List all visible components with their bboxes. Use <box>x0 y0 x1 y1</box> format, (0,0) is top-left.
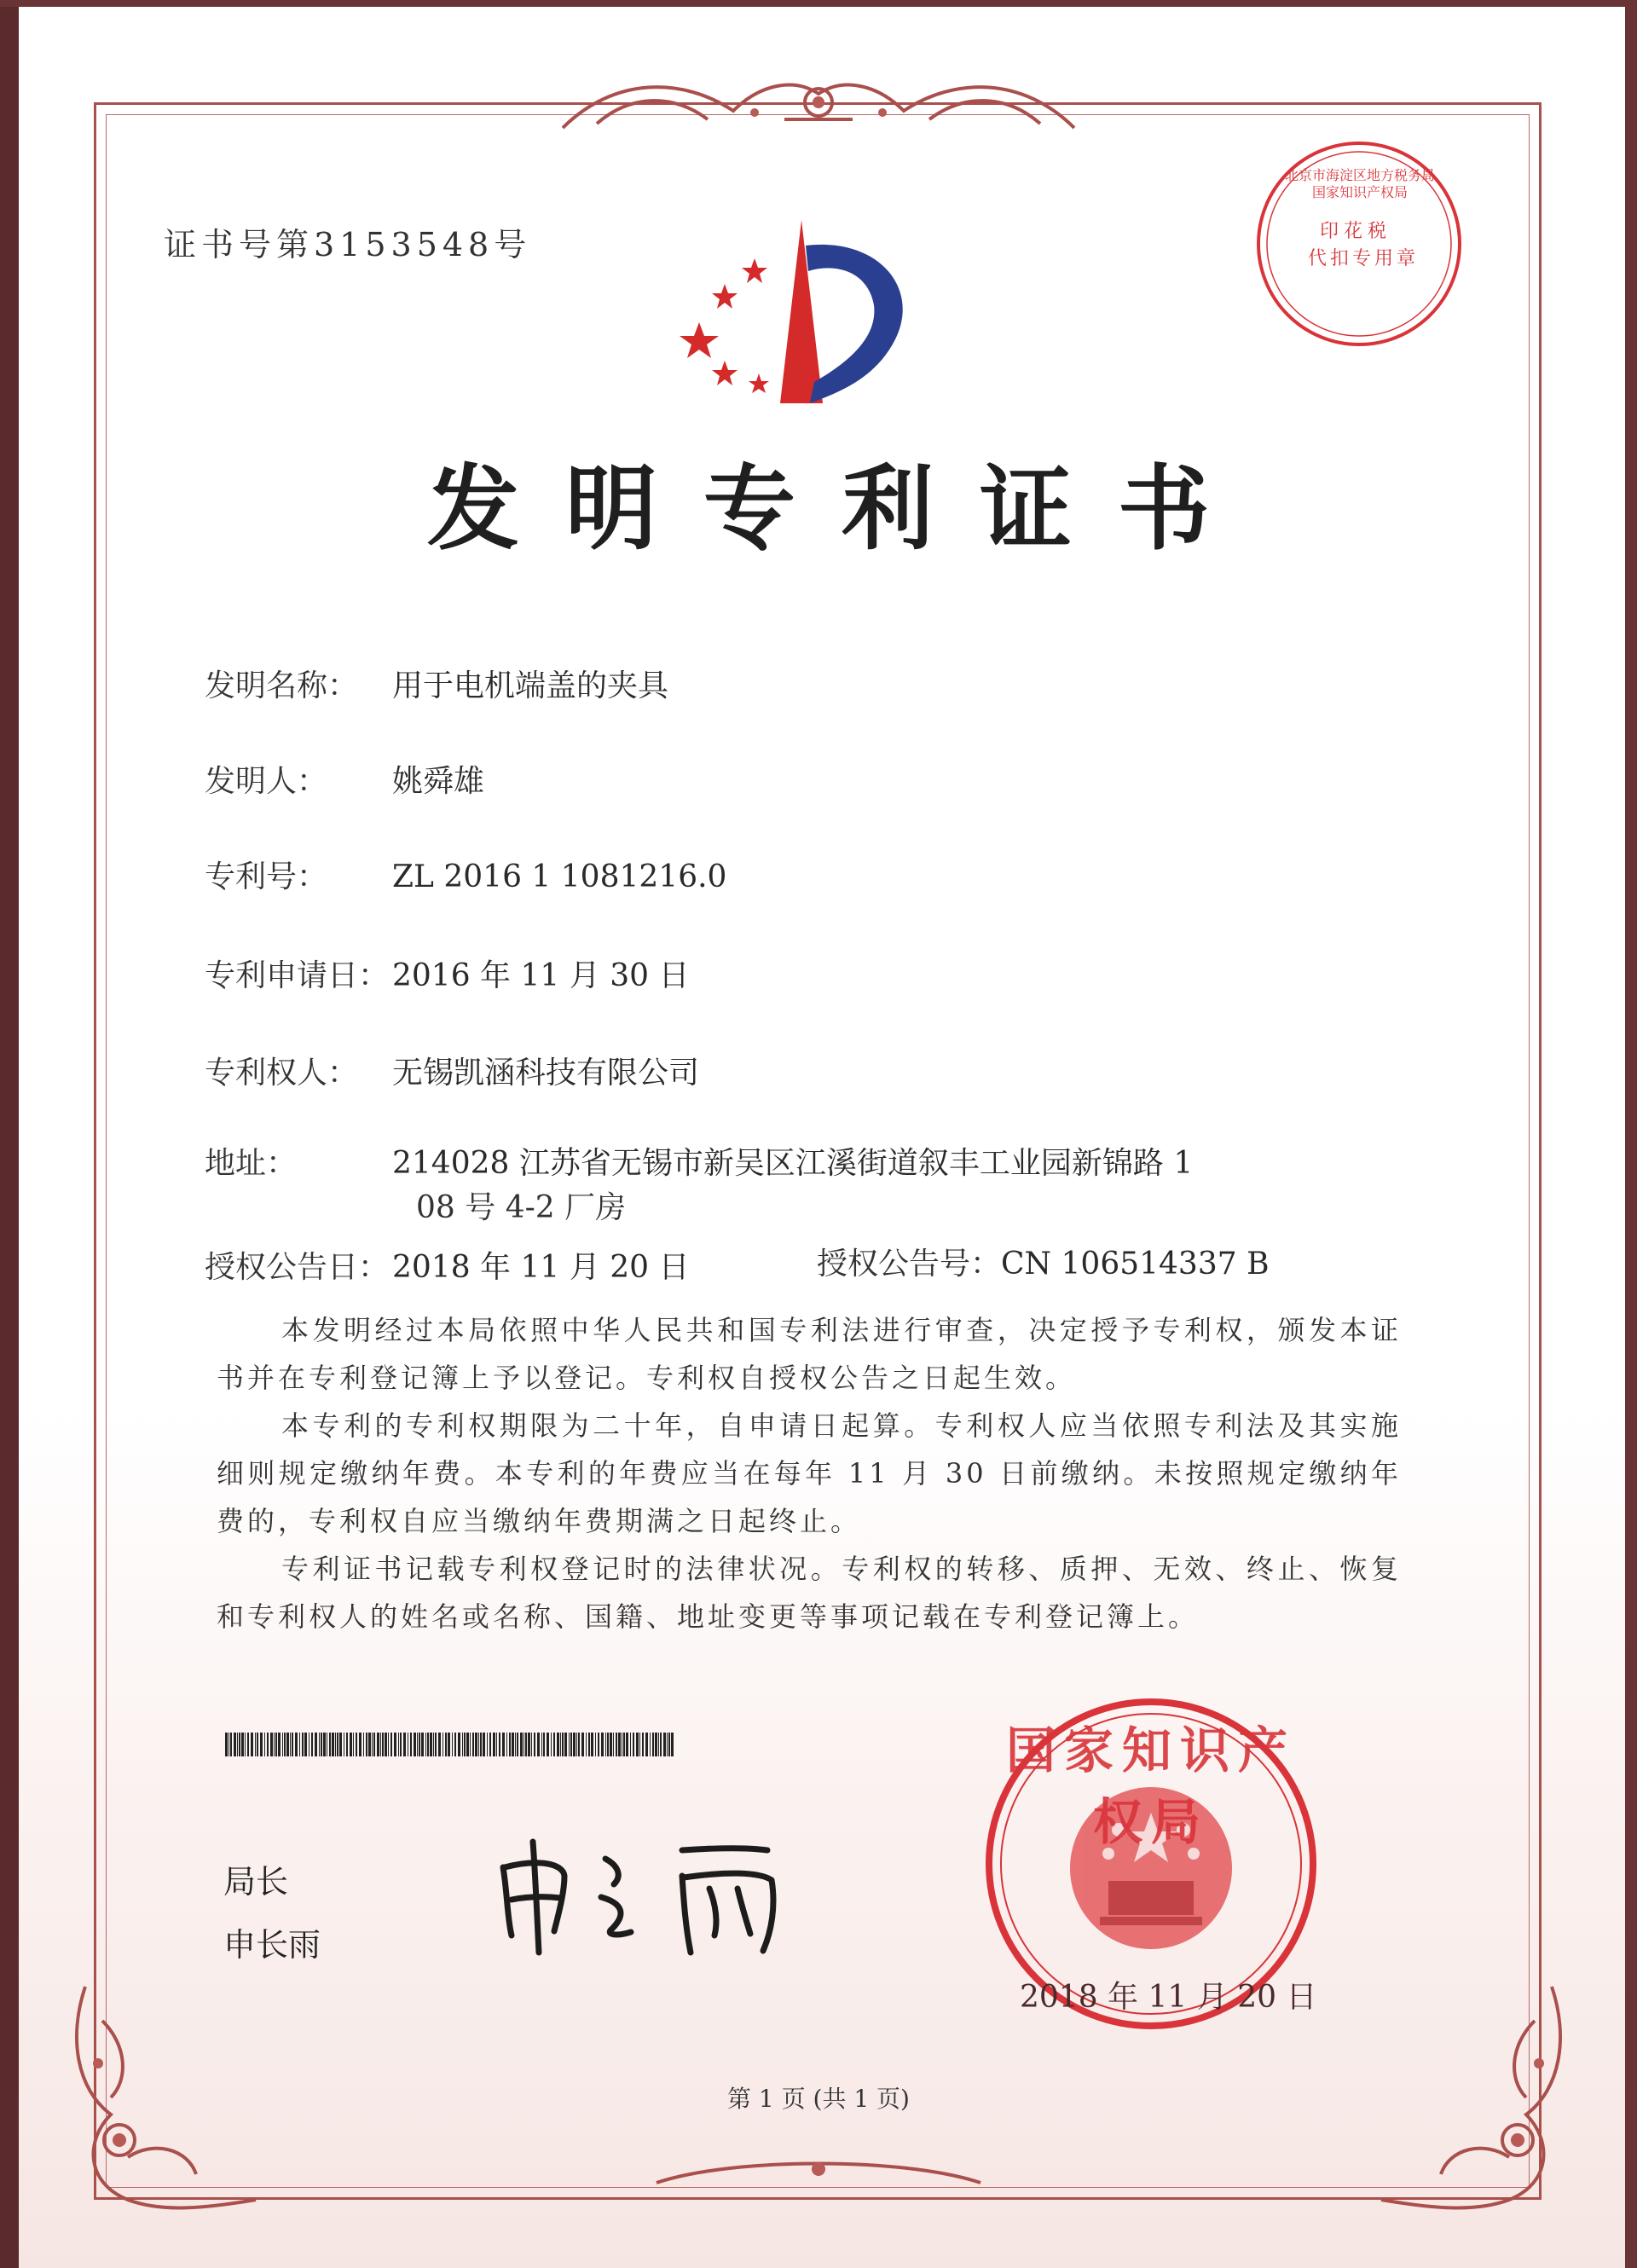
barcode-bar <box>286 1733 289 1756</box>
director-name: 申长雨 <box>223 1926 321 1964</box>
barcode-bar <box>588 1733 590 1756</box>
barcode-bar <box>433 1733 434 1756</box>
barcode-bar <box>478 1733 479 1756</box>
barcode-bar <box>573 1733 576 1756</box>
barcode-bar <box>578 1733 580 1756</box>
barcode-bar <box>660 1733 662 1756</box>
barcode-bar <box>417 1733 418 1756</box>
barcode-bar <box>515 1733 516 1756</box>
barcode-bar <box>489 1733 491 1756</box>
field-value: 214028 江苏省无锡市新吴区江溪街道叙丰工业园新锦路 1 <box>392 1146 1194 1181</box>
barcode-bar <box>595 1733 596 1756</box>
field-label: 专利号： <box>205 859 328 894</box>
field-value: 用于电机端盖的夹具 <box>392 668 669 703</box>
barcode-bar <box>337 1733 338 1756</box>
barcode-bar <box>257 1733 258 1756</box>
paragraph-2: 本专利的专利权期限为二十年，自申请日起算。专利权人应当依照专利法及其实施细则规定缴纳年费。本专利的年费应当在每年 11 月 30 日前缴纳。未按照规定缴纳年费的，专利权自应当缴纳年费期满之日起终止。 <box>217 1409 1402 1537</box>
barcode-bar <box>531 1733 532 1756</box>
barcode-bar <box>607 1733 609 1756</box>
barcode-bar <box>543 1733 545 1756</box>
barcode-bar <box>237 1733 238 1756</box>
barcode-bar <box>623 1733 625 1756</box>
barcode-bar <box>251 1733 253 1756</box>
field-inventor <box>205 757 484 801</box>
field-grant-date <box>205 1243 689 1287</box>
barcode-bar <box>394 1733 396 1756</box>
barcode-bar <box>425 1733 426 1756</box>
barcode-bar <box>493 1733 495 1756</box>
barcode-bar <box>427 1733 429 1756</box>
barcode-bar <box>410 1733 412 1756</box>
barcode-bar <box>601 1733 604 1756</box>
barcode-bar <box>569 1733 570 1756</box>
barcode-bar <box>350 1733 352 1756</box>
barcode-bar <box>525 1733 527 1756</box>
barcode-bar <box>570 1733 572 1756</box>
barcode-bar <box>462 1733 463 1756</box>
director-title: 局长 <box>223 1863 289 1901</box>
barcode-bar <box>284 1733 286 1756</box>
barcode-bar <box>445 1733 447 1756</box>
barcode-bar <box>454 1733 456 1756</box>
barcode-bar <box>506 1733 507 1756</box>
barcode-bar <box>356 1733 357 1756</box>
tax-stamp-line2: 代扣专用章 <box>1308 248 1420 269</box>
barcode-bar <box>377 1733 379 1756</box>
field-address <box>205 1139 1193 1183</box>
barcode-bar <box>610 1733 612 1756</box>
barcode-bar <box>421 1733 424 1756</box>
barcode-bar <box>541 1733 542 1756</box>
barcode-bar <box>547 1733 549 1756</box>
page-edge-left <box>0 0 19 2268</box>
tax-stamp-line1: 印花税 <box>1320 221 1392 242</box>
field-label: 发明人： <box>205 764 328 799</box>
barcode-bar <box>483 1733 485 1756</box>
barcode-bar <box>652 1733 654 1756</box>
barcode-bar <box>332 1733 334 1756</box>
paragraph-3: 专利证书记载专利权登记时的法律状况。专利权的转移、质押、无效、终止、恢复和专利权人的姓名或名称、国籍、地址变更等事项记载在专利登记簿上。 <box>217 1553 1402 1633</box>
barcode-bar <box>475 1733 477 1756</box>
barcode-bar <box>613 1733 614 1756</box>
barcode-bar <box>517 1733 518 1756</box>
barcode-bar <box>260 1733 263 1756</box>
field-label: 授权公告日： <box>205 1250 390 1285</box>
field-label: 授权公告号： <box>817 1247 1002 1282</box>
field-value: CN 106514337 B <box>1001 1247 1270 1282</box>
barcode-bar <box>605 1733 606 1756</box>
barcode-bar <box>633 1733 634 1756</box>
barcode-bar <box>385 1733 387 1756</box>
barcode-bar <box>464 1733 466 1756</box>
barcode-bar <box>368 1733 371 1756</box>
barcode-bar <box>520 1733 523 1756</box>
field-patentee <box>205 1049 699 1092</box>
barcode-bar <box>472 1733 474 1756</box>
patent-office-logo <box>674 211 929 416</box>
barcode-bar <box>557 1733 559 1756</box>
barcode-bar <box>382 1733 384 1756</box>
barcode <box>225 1733 675 1756</box>
barcode-bar <box>586 1733 587 1756</box>
barcode-bar <box>346 1733 348 1756</box>
certificate-number: 证书号第3153548号 <box>164 226 532 263</box>
barcode-bar <box>626 1733 628 1756</box>
barcode-bar <box>264 1733 265 1756</box>
barcode-bar <box>311 1733 313 1756</box>
barcode-bar <box>241 1733 244 1756</box>
barcode-bar <box>448 1733 450 1756</box>
barcode-bar <box>523 1733 524 1756</box>
barcode-bar <box>512 1733 514 1756</box>
barcode-bar <box>247 1733 249 1756</box>
paragraph-1: 本发明经过本局依照中华人民共和国专利法进行审查，决定授予专利权，颁发本证书并在专利登记簿上予以登记。专利权自授权公告之日起生效。 <box>217 1314 1402 1394</box>
barcode-bar <box>509 1733 511 1756</box>
field-value: 姚舜雄 <box>392 764 485 799</box>
barcode-bar <box>319 1733 320 1756</box>
barcode-bar <box>639 1733 640 1756</box>
barcode-bar <box>335 1733 336 1756</box>
field-filing-date <box>205 952 689 995</box>
barcode-bar <box>400 1733 402 1756</box>
barcode-bar <box>591 1733 593 1756</box>
barcode-bar <box>655 1733 657 1756</box>
field-patent-number <box>205 853 726 896</box>
barcode-bar <box>292 1733 293 1756</box>
field-grant-number <box>817 1240 1270 1283</box>
barcode-bar <box>278 1733 281 1756</box>
field-label: 专利权人： <box>205 1056 359 1091</box>
barcode-bar <box>239 1733 240 1756</box>
barcode-bar <box>282 1733 283 1756</box>
barcode-bar <box>668 1733 670 1756</box>
page-edge-top <box>0 0 1637 7</box>
barcode-bar <box>630 1733 631 1756</box>
barcode-bar <box>650 1733 651 1756</box>
barcode-bar <box>537 1733 540 1756</box>
barcode-bar <box>302 1733 304 1756</box>
barcode-bar <box>618 1733 621 1756</box>
field-value: ZL 2016 1 1081216.0 <box>392 859 727 894</box>
barcode-bar <box>270 1733 273 1756</box>
barcode-bar <box>438 1733 441 1756</box>
barcode-bar <box>388 1733 389 1756</box>
barcode-bar <box>230 1733 232 1756</box>
field-label: 专利申请日： <box>205 958 390 993</box>
barcode-bar <box>274 1733 275 1756</box>
barcode-bar <box>290 1733 291 1756</box>
barcode-bar <box>562 1733 564 1756</box>
barcode-bar <box>245 1733 246 1756</box>
barcode-bar <box>363 1733 364 1756</box>
barcode-bar <box>598 1733 599 1756</box>
barcode-bar <box>403 1733 406 1756</box>
barcode-bar <box>470 1733 471 1756</box>
barcode-bar <box>435 1733 437 1756</box>
top-ornament <box>546 60 1091 136</box>
barcode-bar <box>663 1733 666 1756</box>
field-invention-name <box>205 662 668 705</box>
barcode-bar <box>275 1733 277 1756</box>
barcode-bar <box>480 1733 482 1756</box>
field-value: 无锡凯涵科技有限公司 <box>392 1056 700 1091</box>
barcode-bar <box>323 1733 326 1756</box>
barcode-bar <box>658 1733 659 1756</box>
field-label: 地址： <box>205 1146 298 1181</box>
page-indicator: 第 1 页 (共 1 页) <box>727 2085 910 2113</box>
barcode-bar <box>560 1733 561 1756</box>
director-signature <box>486 1825 844 1961</box>
page-edge-right <box>1625 0 1637 2268</box>
barcode-bar <box>496 1733 497 1756</box>
field-label: 发明名称： <box>205 668 359 703</box>
barcode-bar <box>528 1733 530 1756</box>
barcode-bar <box>359 1733 362 1756</box>
barcode-bar <box>228 1733 229 1756</box>
barcode-bar <box>373 1733 375 1756</box>
field-value: 2018 年 11 月 20 日 <box>392 1250 690 1285</box>
barcode-bar <box>499 1733 500 1756</box>
barcode-bar <box>671 1733 674 1756</box>
barcode-bar <box>267 1733 269 1756</box>
barcode-bar <box>430 1733 432 1756</box>
barcode-bar <box>616 1733 617 1756</box>
barcode-bar <box>553 1733 555 1756</box>
barcode-bar <box>419 1733 420 1756</box>
tax-stamp-ring-text: 北京市海淀区地方税务局 国家知识产权局 <box>1284 167 1435 200</box>
barcode-bar <box>564 1733 567 1756</box>
barcode-bar <box>321 1733 322 1756</box>
barcode-bar <box>380 1733 381 1756</box>
barcode-bar <box>667 1733 668 1756</box>
barcode-bar <box>636 1733 639 1756</box>
barcode-bar <box>366 1733 367 1756</box>
barcode-bar <box>581 1733 584 1756</box>
barcode-bar <box>255 1733 256 1756</box>
barcode-bar <box>466 1733 469 1756</box>
barcode-bar <box>225 1733 228 1756</box>
barcode-bar <box>234 1733 236 1756</box>
barcode-bar <box>576 1733 577 1756</box>
barcode-bar <box>315 1733 317 1756</box>
barcode-bar <box>299 1733 300 1756</box>
barcode-bar <box>398 1733 399 1756</box>
barcode-bar <box>353 1733 354 1756</box>
barcode-bar <box>372 1733 373 1756</box>
barcode-bar <box>304 1733 307 1756</box>
seal-date: 2018 年 11 月 20 日 <box>1020 1980 1317 2015</box>
barcode-bar <box>502 1733 505 1756</box>
field-address-line2: 08 号 4-2 厂房 <box>416 1190 627 1225</box>
barcode-bar <box>458 1733 460 1756</box>
barcode-bar <box>534 1733 535 1756</box>
barcode-bar <box>642 1733 644 1756</box>
seal-text: 国家知识产权局 <box>1005 1721 1296 1851</box>
barcode-bar <box>295 1733 298 1756</box>
barcode-bar <box>551 1733 552 1756</box>
bottom-center-ornament <box>648 2149 989 2200</box>
barcode-bar <box>645 1733 648 1756</box>
barcode-bar <box>390 1733 392 1756</box>
field-value: 2016 年 11 月 30 日 <box>392 958 690 993</box>
barcode-bar <box>487 1733 488 1756</box>
certificate-title: 发明专利证书 <box>426 455 1256 563</box>
barcode-bar <box>452 1733 453 1756</box>
barcode-bar <box>339 1733 342 1756</box>
barcode-bar <box>329 1733 331 1756</box>
barcode-bar <box>414 1733 416 1756</box>
